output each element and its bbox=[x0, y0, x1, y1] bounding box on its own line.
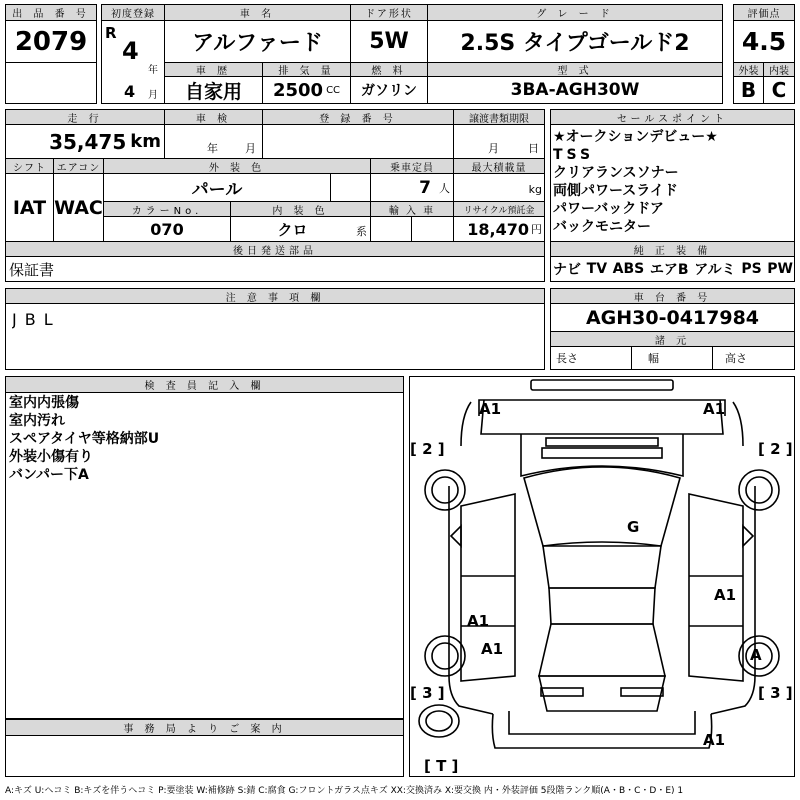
width-cell bbox=[631, 346, 713, 370]
color-no: 070 bbox=[150, 219, 184, 239]
width-label: 幅 bbox=[648, 352, 659, 365]
displacement: 2500 bbox=[272, 79, 324, 101]
grade-label: グ レ ー ド bbox=[427, 4, 723, 21]
wheel-front-right bbox=[739, 470, 779, 510]
length-label: 長さ bbox=[556, 352, 578, 365]
inspection-label: 車 検 bbox=[164, 109, 263, 125]
dimensions-label: 諸 元 bbox=[550, 331, 795, 347]
exterior-grade: B bbox=[740, 78, 757, 102]
ac-label: エアコン bbox=[53, 158, 104, 174]
inspection-month-unit: 月 bbox=[245, 142, 256, 155]
import-subcell bbox=[411, 216, 454, 242]
model-code-label: 型 式 bbox=[427, 62, 723, 77]
first-registration-label: 初度登録 bbox=[101, 4, 165, 21]
inspector-label: 検 査 員 記 入 欄 bbox=[5, 376, 404, 393]
lot-number: 2079 bbox=[14, 26, 88, 57]
later-parts-cell bbox=[5, 256, 545, 282]
exterior-color-label: 外 装 色 bbox=[103, 158, 371, 174]
sales-point-item: 両側パワースライド bbox=[553, 183, 678, 199]
mileage: 35,475 bbox=[49, 129, 127, 154]
front-right-corner bbox=[733, 402, 743, 446]
car-name-label: 車 名 bbox=[164, 4, 351, 21]
spare-tire bbox=[419, 705, 459, 737]
score: 4.5 bbox=[741, 27, 787, 56]
month-unit: 月 bbox=[148, 89, 158, 100]
rear-window bbox=[539, 676, 665, 711]
legend: A:キズ U:ヘコミ B:キズを伴うヘコミ P:要塗装 W:補修跡 S:錆 C:腐食 G:フロントガラス点キズ XX:交換済み X:要交換 内・外装評価 5段階ランク順(A・B・C・D・E) 1 bbox=[5, 785, 684, 796]
grade: 2.5S タイプゴールド2 bbox=[460, 31, 690, 56]
wheel-rear-left bbox=[425, 636, 465, 676]
score-label: 評価点 bbox=[733, 4, 795, 21]
transfer-month-unit: 月 bbox=[488, 142, 499, 155]
mark-left-rear-door: A1 bbox=[467, 612, 490, 630]
sales-point-item: ★オークションデビュー★ bbox=[553, 129, 718, 145]
front-bar bbox=[531, 380, 673, 390]
capacity-unit: 人 bbox=[439, 181, 450, 195]
door-type-label: ドア形状 bbox=[350, 4, 428, 21]
mileage-label: 走 行 bbox=[5, 109, 165, 125]
registration-cell bbox=[262, 124, 454, 159]
notes-text: JBL bbox=[12, 309, 61, 329]
shift-label: シフト bbox=[5, 158, 54, 174]
inspection-year-unit: 年 bbox=[207, 142, 218, 155]
displacement-label: 排 気 量 bbox=[262, 62, 351, 77]
equipment-item: アルミ bbox=[694, 262, 736, 278]
exterior-color-subcell bbox=[330, 173, 371, 202]
mileage-wrap bbox=[5, 124, 161, 159]
max-load-label: 最大積載量 bbox=[453, 158, 545, 174]
height-label: 高さ bbox=[725, 352, 747, 365]
equipment-item: エアB bbox=[649, 262, 689, 278]
sales-point-item: TSS bbox=[553, 147, 595, 163]
shift: IAT bbox=[12, 196, 47, 219]
equipment-item: PS bbox=[741, 261, 762, 277]
notes-box bbox=[5, 303, 545, 370]
equipment-item: ABS bbox=[612, 261, 645, 277]
transfer-deadline-label: 譲渡書類期限 bbox=[453, 109, 545, 125]
sales-points-list bbox=[553, 128, 718, 236]
office-box bbox=[5, 735, 404, 777]
mark-windshield: G bbox=[627, 518, 640, 536]
car-name: アルファード bbox=[192, 31, 323, 56]
recycle-unit: 円 bbox=[531, 223, 542, 236]
exterior-color: パール bbox=[191, 180, 243, 200]
bracket-3-left: [ 3 ] bbox=[410, 684, 445, 702]
later-parts-label: 後日発送部品 bbox=[5, 241, 545, 257]
sales-point-item: クリアランスソナー bbox=[553, 165, 679, 181]
recycle-label: リサイクル預託金 bbox=[453, 201, 545, 217]
ac: WAC bbox=[54, 196, 103, 219]
inspector-line: 室内汚れ bbox=[9, 413, 65, 429]
capacity-label: 乗車定員 bbox=[370, 158, 454, 174]
capacity: 7 bbox=[419, 177, 431, 198]
interior-color-unit: 系 bbox=[356, 225, 367, 238]
rear-bar-left bbox=[541, 688, 583, 696]
mark-rear: A1 bbox=[703, 731, 726, 749]
history-label: 車 歴 bbox=[164, 62, 263, 77]
equipment-label: 純 正 装 備 bbox=[550, 241, 795, 257]
displacement-unit: CC bbox=[326, 84, 341, 96]
mark-right-side: A1 bbox=[714, 586, 737, 604]
interior-grade-label: 内装 bbox=[763, 62, 795, 77]
inspector-line: 外装小傷有り bbox=[9, 449, 93, 465]
windshield bbox=[524, 467, 680, 546]
mark-right-rear-wheel: A bbox=[750, 646, 762, 664]
transfer-day-unit: 日 bbox=[528, 142, 539, 155]
mark-left-rear-wheel: A1 bbox=[481, 640, 504, 658]
first-registration-year: 4 bbox=[122, 37, 139, 65]
capacity-wrap bbox=[370, 173, 450, 202]
inspector-line: バンパー下A bbox=[9, 467, 89, 483]
year-unit: 年 bbox=[148, 64, 158, 75]
equipment-item: TV bbox=[586, 261, 608, 277]
displacement-wrap bbox=[262, 76, 351, 104]
lot-number-lower-cell bbox=[5, 62, 97, 104]
car-diagram bbox=[409, 376, 795, 777]
front-bumper bbox=[479, 400, 725, 416]
mark-front-left: A1 bbox=[479, 400, 502, 418]
chassis-number: AGH30-0417984 bbox=[585, 306, 760, 329]
equipment-item: ナビ bbox=[553, 262, 581, 278]
later-parts: 保証書 bbox=[9, 260, 55, 279]
history: 自家用 bbox=[184, 80, 242, 103]
mark-front-right: A1 bbox=[703, 400, 726, 418]
bracket-t: [ T ] bbox=[424, 757, 459, 775]
era-mark: R bbox=[105, 24, 117, 42]
mileage-unit: km bbox=[130, 131, 161, 152]
first-registration-month: 4 bbox=[124, 81, 136, 101]
office-label: 事 務 局 よ り ご 案 内 bbox=[5, 719, 404, 736]
roof bbox=[543, 546, 661, 588]
interior-color: クロ bbox=[277, 220, 308, 239]
sales-points-label: セールスポイント bbox=[550, 109, 795, 125]
registration-label: 登 録 番 号 bbox=[262, 109, 454, 125]
recycle-wrap bbox=[453, 216, 542, 242]
equipment-item: PW bbox=[767, 261, 793, 277]
fuel: ガソリン bbox=[361, 83, 417, 99]
inspector-lines bbox=[9, 394, 159, 484]
bracket-2-left: [ 2 ] bbox=[410, 440, 445, 458]
rear-bar-right bbox=[621, 688, 663, 696]
inspector-line: 室内内張傷 bbox=[9, 395, 79, 411]
sales-point-item: パワーバックドア bbox=[553, 201, 664, 217]
recycle-fee: 18,470 bbox=[467, 219, 529, 239]
sales-point-item: バックモニター bbox=[553, 219, 651, 235]
lot-number-label: 出 品 番 号 bbox=[5, 4, 97, 21]
front-left-corner bbox=[461, 402, 471, 446]
bracket-3-right: [ 3 ] bbox=[758, 684, 793, 702]
equipment-list bbox=[553, 256, 793, 282]
interior-color-label: 内 装 色 bbox=[230, 201, 371, 217]
max-load-unit: kg bbox=[528, 182, 542, 196]
exterior-grade-label: 外装 bbox=[733, 62, 764, 77]
import-label: 輸 入 車 bbox=[370, 201, 454, 217]
interior-grade: C bbox=[771, 78, 787, 102]
wheel-front-left bbox=[425, 470, 465, 510]
model-code: 3BA-AGH30W bbox=[510, 80, 640, 100]
color-no-label: カラーNo. bbox=[103, 201, 231, 217]
chassis-label: 車 台 番 号 bbox=[550, 288, 795, 304]
rear-bumper bbox=[509, 711, 695, 734]
door-type: 5W bbox=[369, 29, 409, 54]
inspector-line: スペアタイヤ等格納部U bbox=[9, 431, 160, 447]
fuel-label: 燃 料 bbox=[350, 62, 428, 77]
notes-label: 注 意 事 項 欄 bbox=[5, 288, 545, 304]
bracket-2-right: [ 2 ] bbox=[758, 440, 793, 458]
